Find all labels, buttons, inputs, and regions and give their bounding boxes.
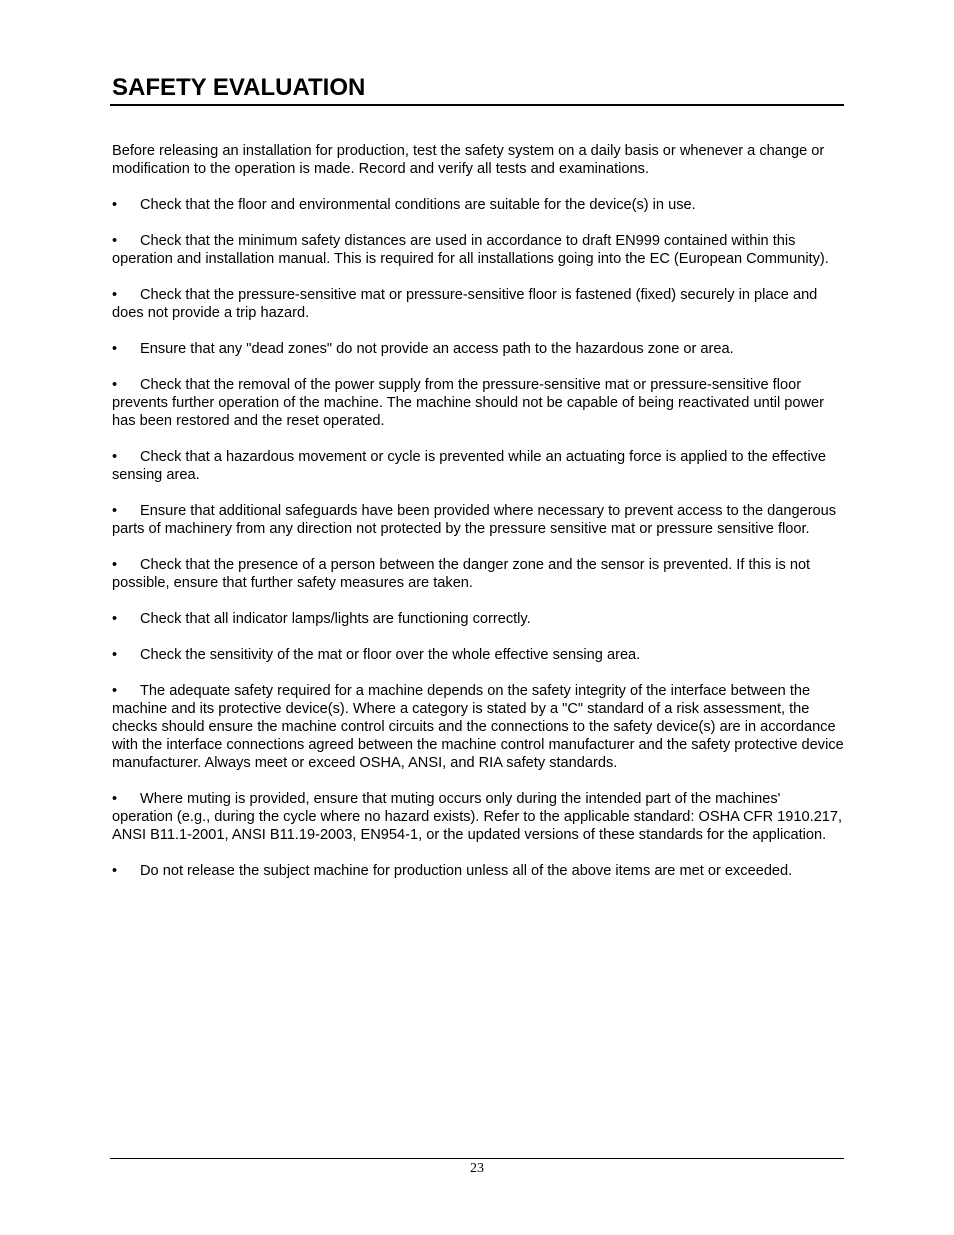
bullet-icon: • [112,449,118,465]
bullet-icon: • [112,341,118,357]
checklist-item [112,790,844,844]
checklist-item [112,556,844,592]
body-content [112,142,844,898]
checklist-item [112,376,844,430]
checklist-item-text: Check that the removal of the power supply from the pressure-sensitive mat or pressure-sensitive floor prevents further operation of the machine. The machine should not be capable of being reactivated until power has been restored and the reset operated. [112,377,825,429]
bullet-icon: • [112,287,118,303]
bullet-icon: • [112,683,118,699]
checklist-item-text: Check the sensitivity of the mat or floor over the whole effective sensing area. [140,647,641,663]
checklist-item [112,862,844,880]
checklist-item-text: Check that the presence of a person between the danger zone and the sensor is prevented. If this is not possible, ensure that further safety measures are taken. [112,557,811,591]
page-title: SAFETY EVALUATION [112,74,366,101]
intro-paragraph: Before releasing an installation for production, test the safety system on a daily basis or whenever a change or modification to the operation is made. Record and verify all tests and examinations. [112,143,825,177]
checklist-item-text: Check that the minimum safety distances are used in accordance to draft EN999 contained within this operation and installation manual. This is required for all installations going into the EC (European Community). [112,233,829,267]
checklist-item [112,232,844,268]
checklist-item-text: Check that all indicator lamps/lights are functioning correctly. [140,611,531,627]
bullet-icon: • [112,377,118,393]
checklist-item [112,502,844,538]
checklist-item-text: Where muting is provided, ensure that muting occurs only during the intended part of the machines' operation (e.g., during the cycle where no hazard exists). Refer to the applicable standard: OSHA CFR 1910.217, ANSI B11.1-2001, ANSI B11.19-2003, EN954-1, or the updated versions of these standards for the application. [112,791,843,843]
checklist-item [112,196,844,214]
page-number: 23 [470,1161,484,1176]
bullet-icon: • [112,791,118,807]
checklist-item [112,340,844,358]
checklist-item-text: Check that a hazardous movement or cycle is prevented while an actuating force is applied to the effective sensing area. [112,449,827,483]
checklist-item [112,646,844,664]
checklist-item [112,286,844,322]
checklist-item-text: Check that the floor and environmental conditions are suitable for the device(s) in use. [140,197,696,213]
heading-divider [110,104,844,106]
bullet-icon: • [112,647,118,663]
checklist-item-text: Ensure that any "dead zones" do not provide an access path to the hazardous zone or area. [140,341,734,357]
checklist-item-text: Ensure that additional safeguards have been provided where necessary to prevent access to the dangerous parts of machinery from any direction not protected by the pressure sensitive mat or pressure sensitive floor. [112,503,837,537]
checklist-item-text: The adequate safety required for a machine depends on the safety integrity of the interface between the machine and its protective device(s). Where a category is stated by a "C" standard of a risk assessment, the checks should ensure the machine control circuits and the connections to the safety device(s) are in accordance with the interface connections agreed between the machine control manufacturer and the safety protective device manufacturer. Always meet or exceed OSHA, ANSI, and RIA safety standards. [112,683,844,771]
checklist-item [112,610,844,628]
checklist-item-text: Check that the pressure-sensitive mat or pressure-sensitive floor is fastened (fixed) securely in place and does not provide a trip hazard. [112,287,818,321]
bullet-icon: • [112,611,118,627]
bullet-icon: • [112,233,118,249]
checklist-item [112,682,844,772]
checklist-item-text: Do not release the subject machine for production unless all of the above items are met or exceeded. [140,863,793,879]
bullet-icon: • [112,557,118,573]
bullet-icon: • [112,503,118,519]
bullet-icon: • [112,197,118,213]
checklist-item [112,448,844,484]
bullet-icon: • [112,863,118,879]
footer-divider [110,1158,844,1159]
